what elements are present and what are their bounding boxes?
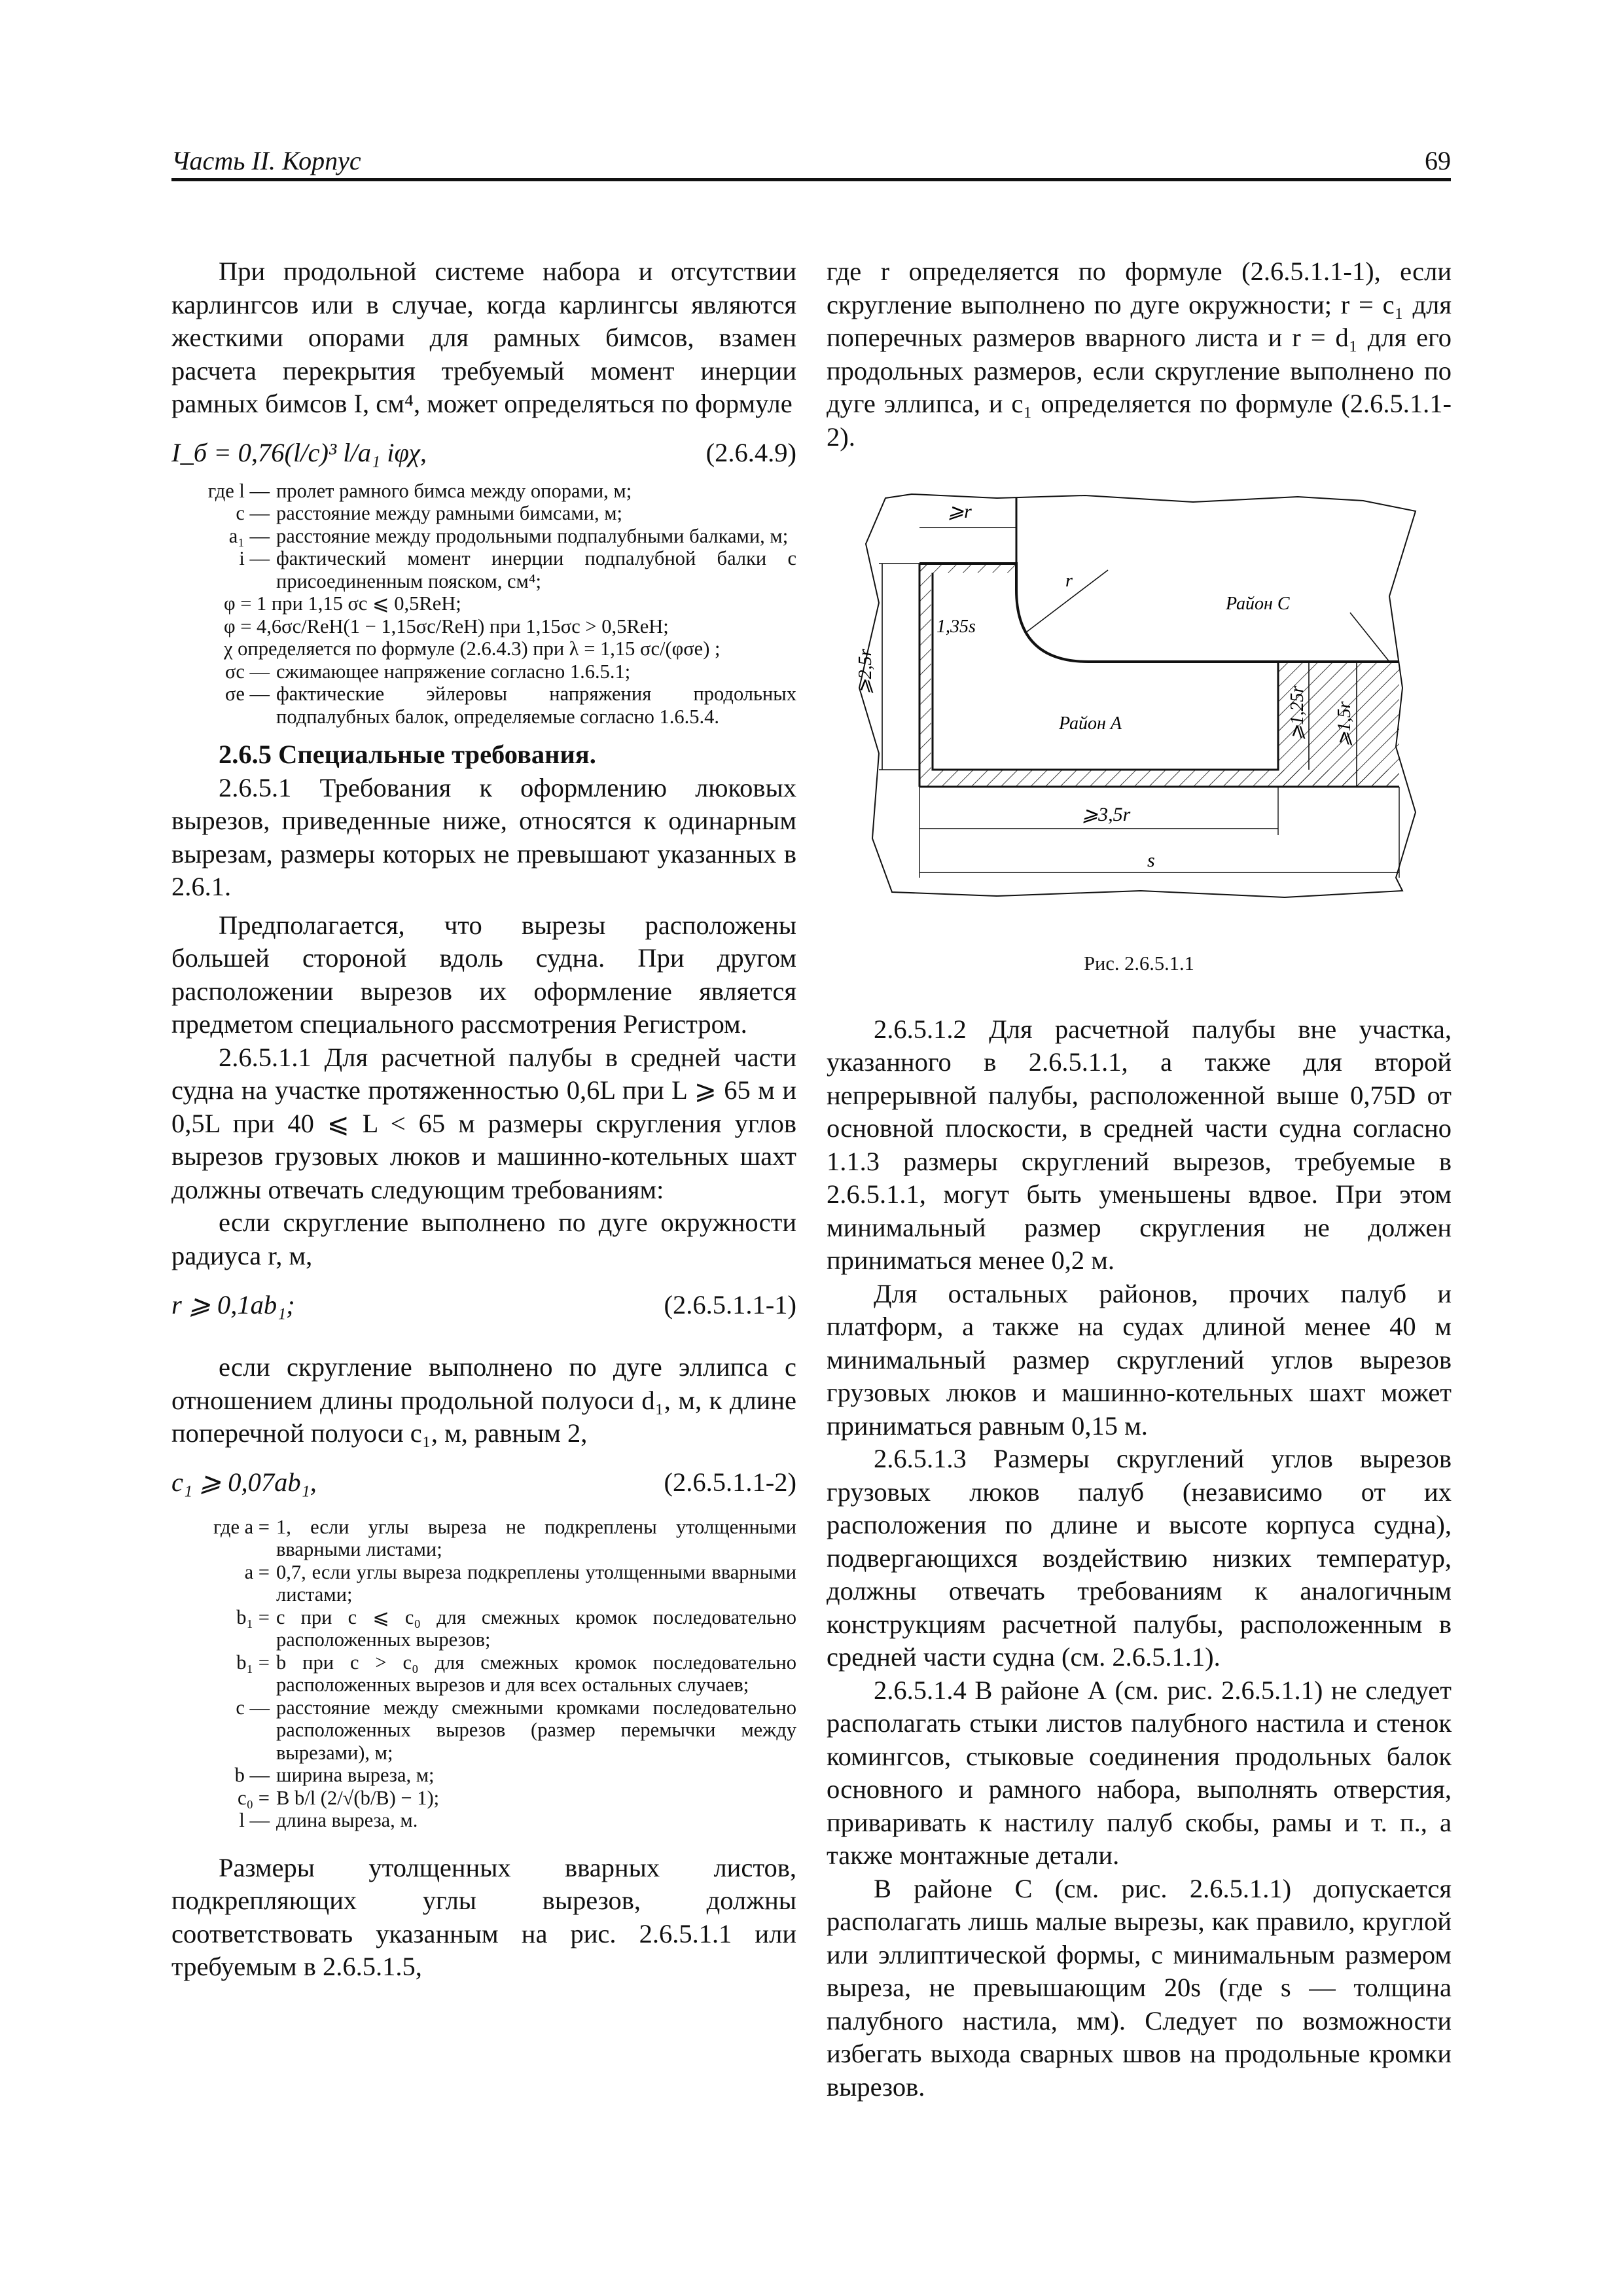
definition-text: φ = 1 при 1,15 σc ⩽ 0,5ReH; [224, 592, 461, 615]
definition-symbol: l — [239, 1809, 270, 1831]
label-135s: 1,35s [936, 617, 976, 637]
paragraph-2-6-5-1-3: 2.6.5.1.3 Размеры скруглений углов вырезов грузовых люков палуб (независимо от их расположения по длине и высоте корпуса судна), подвергающихся воздействию низких температур, должны отвечать требованиям к аналогичным конструкциям расчетной палубы, расположенным в средней части судна (см. 2.6.5.1.1). [827, 1444, 1452, 1672]
definition-symbol [171, 615, 224, 638]
hatch-left [919, 564, 931, 770]
definition-symbol: i — [239, 547, 270, 569]
label-2-5r: ⩾2,5r [855, 649, 876, 694]
definition-symbol: где a = [213, 1515, 270, 1538]
definition-item [171, 592, 796, 615]
definition-text: 0,7, если углы выреза подкреплены утолщенными вварными листами; [276, 1560, 796, 1605]
formula-number: (2.6.4.9) [705, 438, 796, 468]
definition-symbol: c — [236, 1696, 270, 1719]
definition-item [171, 1696, 796, 1765]
definition-text: фактический момент инерции подпалубной балки с присоединенным пояском, см⁴; [276, 547, 796, 592]
definition-text: расстояние между рамными бимсами, м; [276, 502, 622, 524]
figure-caption: Рис. 2.6.5.1.1 [1084, 952, 1194, 975]
hatch-corner-diagram [827, 472, 1452, 943]
definition-item [171, 1516, 796, 1561]
label-zone-c: Район C [1226, 594, 1290, 614]
definition-text: ширина выреза, м; [276, 1764, 435, 1786]
definition-text: расстояние между смежными кромками последовательно расположенных вырезов (размер перемычки между вырезами), м; [276, 1696, 796, 1764]
definition-text: B b/l (2/√(b/B) − 1); [276, 1786, 440, 1809]
definition-symbol [171, 637, 224, 660]
paragraph-plates: Размеры утолщенных вварных листов, подкрепляющих углы вырезов, должны соответствовать указанным на рис. 2.6.5.1.1 или требуемым в 2.6.5.1.5, [171, 1852, 796, 1981]
definition-item [171, 1787, 796, 1810]
definition-symbol: b — [234, 1764, 270, 1786]
label-3-5r: ⩾3,5r [1082, 804, 1131, 825]
definition-item [171, 615, 796, 638]
definition-symbol: b₁ = [236, 1605, 270, 1628]
definition-text: χ определяется по формуле (2.6.4.3) при λ = 1,15 σc/(φσe) ; [224, 637, 721, 660]
paragraph-zone-c: В районе С (см. рис. 2.6.5.1.1) допускается располагать лишь малые вырезы, как правило, круглой или эллиптической формы, с минимальным размером выреза, не превышающим 20s (где s — толщина палубного настила, мм). Следует по возможности избегать выхода сварных швов на продольные кромки вырезов. [827, 1873, 1452, 2102]
label-r-top: ⩾r [948, 501, 972, 522]
formula-2-6-4-9 [171, 427, 796, 480]
paragraph-ellipse: если скругление выполнено по дуге эллипса с отношением длины продольной полуоси d₁, м, к длине поперечной полуоси c₁, м, равным 2, [171, 1352, 796, 1448]
paragraph-assumption: Предполагается, что вырезы расположены большей стороной вдоль судна. При другом расположении вырезов их оформление является предметом специального рассмотрения Регистром. [171, 910, 796, 1039]
definition-symbol: c — [236, 502, 270, 524]
definition-symbol [171, 592, 224, 615]
formula-text: r ⩾ 0,1ab₁; [171, 1289, 295, 1319]
definition-item [171, 1764, 796, 1787]
header-part-title: Часть II. Корпус [171, 146, 361, 175]
definition-text: c при c ⩽ c₀ для смежных кромок последовательно расположенных вырезов; [276, 1605, 796, 1651]
definition-item [171, 1606, 796, 1651]
paragraph-2-6-5-1-1: 2.6.5.1.1 Для расчетной палубы в средней части судна на участке протяженностью 0,6L при L ⩾ 65 м и 0,5L при 40 ⩽ L < 65 м размеры скругления углов вырезов грузовых люков и машинно-котельных шахт должны отвечать следующим требованиям: [171, 1042, 796, 1204]
label-r: r [1065, 571, 1073, 591]
hatch-top [919, 564, 1016, 573]
definition-text: длина выреза, м. [276, 1809, 418, 1831]
paragraph-other-areas: Для остальных районов, прочих палуб и платформ, а также на судах длиной менее 40 м минимальный размер скруглений углов вырезов грузовых люков и машинно-котельных шахт может приниматься равным 0,15 м. [827, 1278, 1452, 1441]
definition-symbol: где l — [207, 479, 270, 502]
definition-text: пролет рамного бимса между опорами, м; [276, 479, 632, 502]
formula-number: (2.6.5.1.1-2) [664, 1467, 796, 1498]
definition-symbol: b₁ = [236, 1651, 270, 1674]
section-title: 2.6.5 Специальные требования. [219, 740, 596, 769]
formula-number: (2.6.5.1.1-1) [664, 1289, 796, 1319]
label-zone-a: Район A [1059, 713, 1122, 734]
definition-item [171, 1561, 796, 1606]
formula-2-6-5-1-1-1 [171, 1272, 796, 1338]
paragraph-2-6-5-1-4: 2.6.5.1.4 В районе А (см. рис. 2.6.5.1.1) не следует располагать стыки листов палубного настила и стенок комингсов, стыковые соединения продольных балок основного и рамного набора, выполнять отверстия, приваривать к настилу палуб скобы, рамы и т. п., а также монтажные детали. [827, 1675, 1452, 1870]
definition-symbol: σe — [224, 683, 270, 705]
formula-text: I_б = 0,76(l/c)³ l/a₁ iφχ, [171, 438, 427, 468]
definition-item [171, 1651, 796, 1696]
definition-symbol: a = [244, 1560, 270, 1583]
paragraph-r-definition: где r определяется по формуле (2.6.5.1.1-1), если скругление выполнено по дуге окружности; r = c₁ для поперечных размеров вварного листа и r = d₁ для его продольных размеров, если скругление выполнено по дуге эллипса, и c₁ определяется по формуле (2.6.5.1.1-2). [827, 257, 1452, 452]
definition-text: расстояние между продольными подпалубными балками, м; [276, 524, 789, 547]
figure-2-6-5-1-1 [827, 472, 1452, 943]
header-rule [171, 178, 1451, 181]
definition-item [171, 683, 796, 728]
definition-text: 1, если углы выреза не подкреплены утолщенными вварными листами; [276, 1515, 796, 1560]
definition-symbol: a₁ — [228, 524, 270, 547]
definition-item [171, 502, 796, 525]
definition-symbol: c₀ = [238, 1786, 270, 1809]
paragraph-2-6-5-1-2: 2.6.5.1.2 Для расчетной палубы вне участка, указанного в 2.6.5.1.1, а также для второй непрерывной палубы, расположенной выше 0,75D от основной плоскости, в средней части судна согласно 1.1.3 размеры скруглений вырезов, требуемые в 2.6.5.1.1, могут быть уменьшены вдвое. При этом минимальный размер скругления не должен приниматься менее 0,2 м. [827, 1014, 1452, 1275]
definition-item [171, 480, 796, 503]
definition-item [171, 637, 796, 660]
definition-text: b при c > c₀ для смежных кромок последовательно расположенных вырезов и для всех остальных случаев; [276, 1651, 796, 1696]
definition-text: φ = 4,6σc/ReH(1 − 1,15σc/ReH) при 1,15σc > 0,5ReH; [224, 615, 669, 637]
definition-symbol: σc — [224, 660, 270, 683]
left-column [171, 255, 796, 1984]
formula-2-6-5-1-1-2 [171, 1450, 796, 1516]
page-number: 69 [1425, 146, 1451, 175]
intro-paragraph: При продольной системе набора и отсутствии карлингсов или в случае, когда карлингсы являются жесткими опорами для рамных бимсов, взамен расчета перекрытия требуемый момент инерции рамных бимсов I, см⁴, может определяться по формуле [171, 257, 796, 418]
definition-item [171, 547, 796, 592]
definition-item [171, 660, 796, 683]
paragraph-2-6-5-1: 2.6.5.1 Требования к оформлению люковых вырезов, приведенные ниже, относятся к одинарным вырезам, размеры которых не превышают указанных в 2.6.1. [171, 772, 796, 901]
label-s: s [1147, 850, 1155, 871]
hatch-edge [919, 564, 1399, 662]
definition-text: фактические эйлеровы напряжения продольных подпалубных балок, определяемые согласно 1.6.5.4. [276, 683, 796, 728]
right-column [827, 255, 1452, 2104]
running-header [171, 143, 1451, 181]
definition-text: сжимающее напряжение согласно 1.6.5.1; [276, 660, 631, 683]
definitions-list-2 [171, 1516, 796, 1832]
definition-item [171, 1809, 796, 1832]
label-1-5r: ⩾1,5r [1334, 701, 1355, 747]
definitions-list-1 [171, 480, 796, 728]
paragraph-circle: если скругление выполнено по дуге окружности радиуса r, м, [171, 1208, 796, 1270]
formula-text: c₁ ⩾ 0,07ab₁, [171, 1467, 317, 1498]
zone-c-leader [1350, 613, 1389, 662]
definition-item [171, 525, 796, 548]
label-1-25r: ⩾1,25r [1287, 685, 1308, 740]
